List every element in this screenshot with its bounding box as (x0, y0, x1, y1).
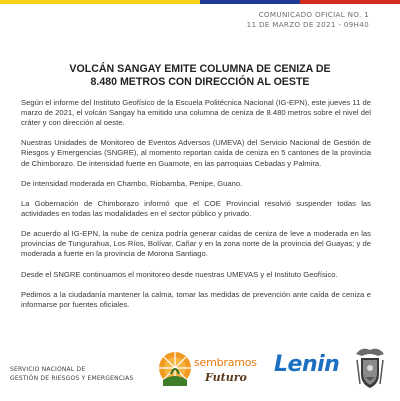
paragraph: Nuestras Unidades de Monitoreo de Eventos Adversos (UMEVA) del Servicio Nacional de Gestión de Riesgos y Emergencias (SNGRE), al momento reportan caída de ceniza en 5 cantones de la provincia de Chimborazo. De intensidad fuerte en Guamote, en las parroquias Cebadas y Palmira. (21, 138, 371, 168)
sngre-name-line-1: SERVICIO NACIONAL DE (10, 366, 86, 373)
comunicado-date: 11 DE MARZO DE 2021 - 09H40 (246, 20, 369, 29)
sembramos-text: sembramos (194, 356, 257, 369)
paragraph: Pedimos a la ciudadanía mantener la calma, tomar las medidas de prevención ante caída de ceniza e informarse por fuentes oficiales. (21, 289, 371, 309)
sembramos-sun-logo (157, 350, 193, 388)
flag-blue-stripe (200, 0, 300, 4)
document-title (20, 63, 380, 89)
lenin-logo (270, 350, 346, 384)
footer-logos (0, 338, 400, 401)
paragraph: Desde el SNGRE continuamos el monitoreo desde nuestras UMEVAS y el Instituto Geofísico. (21, 269, 338, 279)
comunicado-header (247, 10, 369, 30)
paragraph: La Gobernación de Chimborazo informó que el COE Provincial resolvió suspender todas las actividades en todas las modalidades en el sector público y privado. (21, 198, 371, 219)
title-line-2: 8.480 METROS CON DIRECCIÓN AL OESTE (90, 76, 310, 88)
document-body (21, 98, 371, 320)
sngre-logo (10, 365, 150, 383)
futuro-text: Futuro (205, 371, 247, 384)
sngre-name-line-2: GESTIÓN DE RIESGOS Y EMERGENCIAS (10, 375, 134, 382)
title-line-1: VOLCÁN SANGAY EMITE COLUMNA DE CENIZA DE (69, 63, 331, 75)
paragraph: De acuerdo al IG-EPN, la nube de ceniza podría generar caídas de ceniza de leve a moderada en las provincias de Tungurahua, Los Ríos, Bolívar, Cañar y en la zona norte de la provincia del Guayas; y de moderada a fuerte en la provincia de Morona Santiago. (21, 229, 371, 259)
comunicado-number: COMUNICADO OFICIAL NO. 1 (258, 10, 369, 19)
ecuador-flag-bar (0, 0, 400, 4)
ecuador-coat-of-arms-icon (352, 344, 388, 392)
paragraph: De intensidad moderada en Chambo, Riobamba, Penipe, Guano. (21, 178, 243, 188)
lenin-text: Lenin (274, 352, 340, 377)
paragraph: Según el informe del Instituto Geofísico de la Escuela Politécnica Nacional (IG-EPN), este jueves 11 de marzo de 2021, el volcán Sangay ha emitido una columna de ceniza de 8.480 metros sobre el nivel del cráter y con dirección al oeste. (21, 98, 371, 128)
flag-yellow-stripe (0, 0, 200, 4)
flag-red-stripe (300, 0, 400, 4)
sembramos-futuro-logo (157, 346, 257, 391)
